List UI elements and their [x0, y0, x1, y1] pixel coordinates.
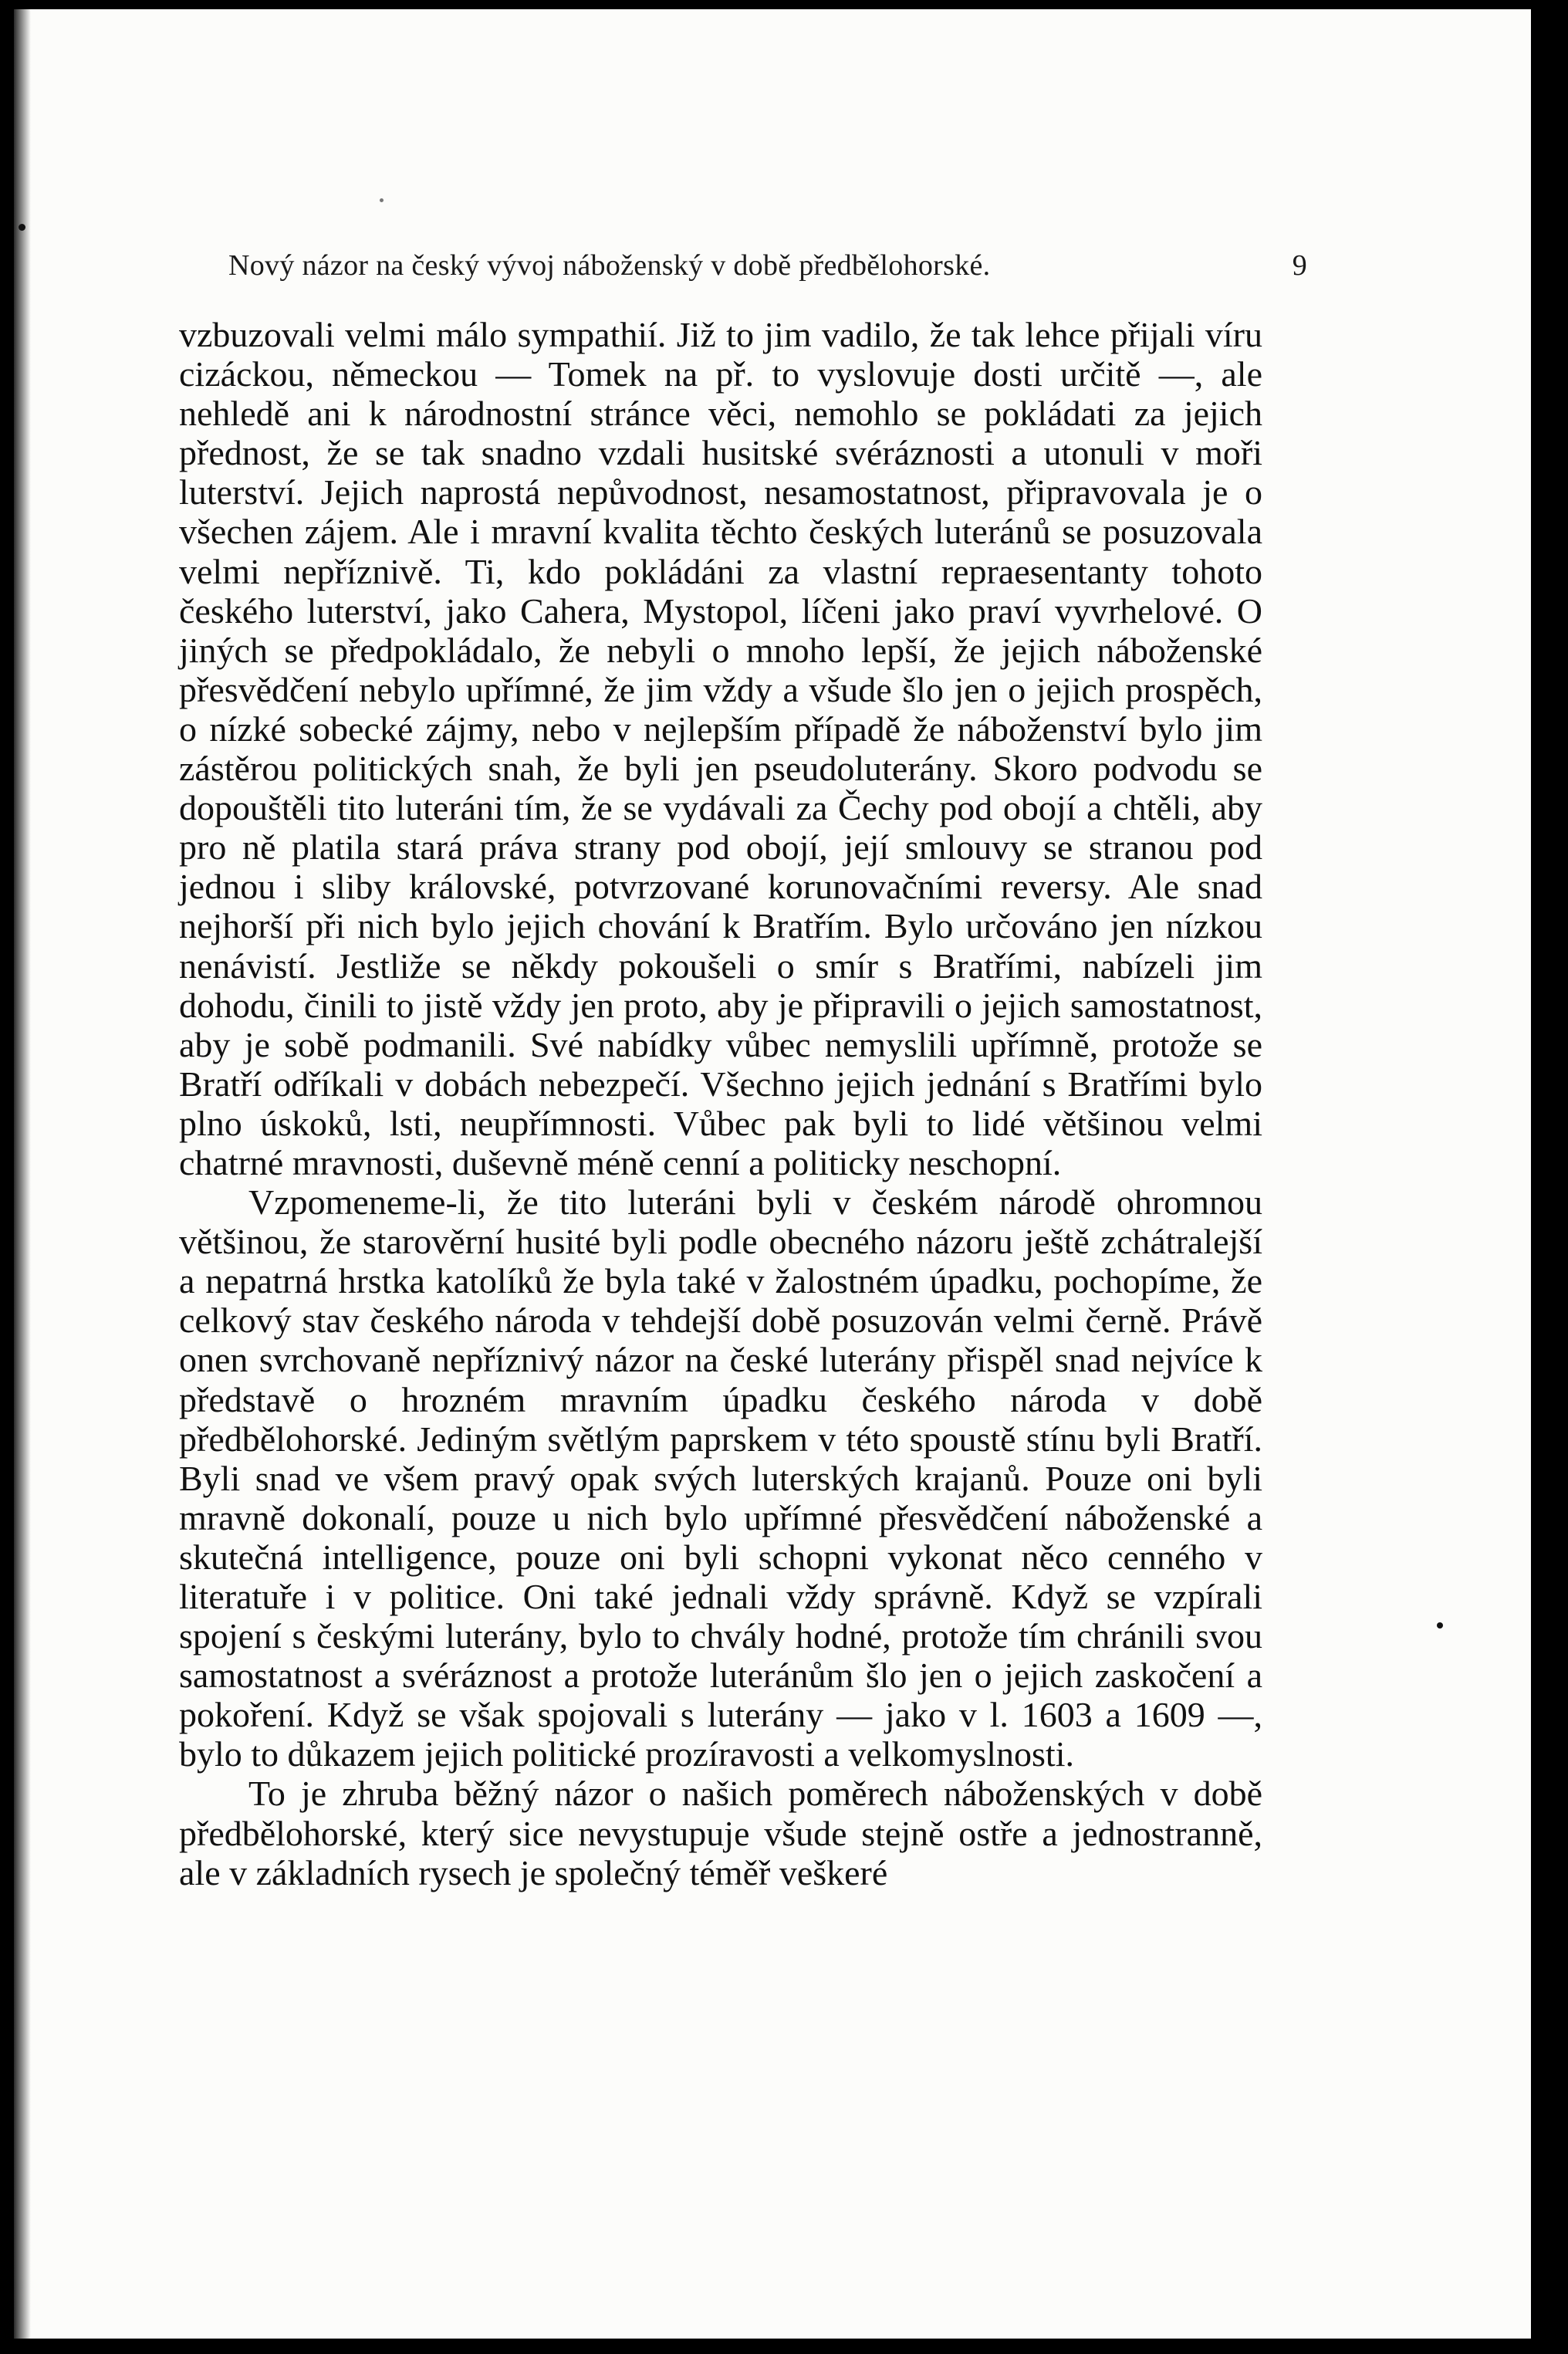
page-edge-shadow	[14, 9, 31, 2339]
scan-speck	[19, 224, 25, 231]
page-number: 9	[1292, 249, 1307, 282]
running-head-title: Nový názor na český vývoj náboženský v době předbělohorské.	[228, 249, 991, 282]
paragraph-3: To je zhruba běžný názor o našich poměrech náboženských v době předbělohorské, který sice nevystupuje všude stejně ostře a jednostranně, ale v základních rysech je společný téměř veškeré	[179, 1774, 1262, 1892]
paragraph-2: Vzpomeneme-li, že tito luteráni byli v českém národě ohromnou většinou, že starověrní husité byli podle obecného názoru ještě zchátralejší a nepatrná hrstka katolíků že byla také v žalostném úpadku, pochopíme, že celkový stav českého národa v tehdejší době posuzován velmi černě. Právě onen svrchovaně nepříznivý názor na české luterány přispěl snad nejvíce k představě o hrozném mravním úpadku českého národa v době předbělohorské. Jediným světlým paprskem v této spoustě stínu byli Bratří. Byli snad ve všem pravý opak svých luterských krajanů. Pouze oni byli mravně dokonalí, pouze u nich bylo upřímné přesvědčení náboženské a skutečná intelligence, pouze oni byli schopni vykonat něco cenného v literatuře i v politice. Oni také jednali vždy správně. Když se vzpírali spojení s českými luterány, bylo to chvály hodné, protože tím chránili svou samostatnost a svéráznost a protože luteránům šlo jen o jejich zaskočení a pokoření. Když se však spojovali s luterány — jako v l. 1603 a 1609 —, bylo to důkazem jejich politické prozíravosti a velkomyslnosti.	[179, 1182, 1262, 1774]
paragraph-1: vzbuzovali velmi málo sympathií. Již to jim vadilo, že tak lehce přijali víru cizáckou, německou — Tomek na př. to vyslovuje dosti určitě —, ale nehledě ani k národnostní stránce věci, nemohlo se pokládati za jejich přednost, že se tak snadno vzdali husitské svéráznosti a utonuli v moři luterství. Jejich naprostá nepůvodnost, nesamostatnost, připravovala je o všechen zájem. Ale i mravní kvalita těchto českých luteránů se posuzovala velmi nepříznivě. Ti, kdo pokládáni za vlastní repraesentanty tohoto českého luterství, jako Cahera, Mystopol, líčeni jako praví vyvrhelové. O jiných se předpokládalo, že nebyli o mnoho lepší, že jejich náboženské přesvědčení nebylo upřímné, že jim vždy a všude šlo jen o jejich prospěch, o nízké sobecké zájmy, nebo v nejlepším případě že náboženství bylo jim zástěrou politických snah, že byli jen pseudoluterány. Skoro podvodu se dopouštěli tito luteráni tím, že se vydávali za Čechy pod obojí a chtěli, aby pro ně platila stará práva strany pod obojí, její smlouvy se stranou pod jednou i sliby královské, potvrzované korunovačními reversy. Ale snad nejhorší při nich bylo jejich chování k Bratřím. Bylo určováno jen nízkou nenávistí. Jestliže se někdy pokoušeli o smír s Bratřími, nabízeli jim dohodu, činili to jistě vždy jen proto, aby je připravili o jejich samostatnost, aby je sobě podmanili. Své nabídky vůbec nemyslili upřímně, protože se Bratří odříkali v dobách nebezpečí. Všechno jejich jednání s Bratřími bylo plno úskoků, lsti, neupřímnosti. Vůbec pak byli to lidé většinou velmi chatrné mravnosti, duševně méně cenní a politicky neschopní.	[179, 315, 1262, 1182]
running-head	[228, 249, 1307, 295]
body-text	[179, 315, 1262, 1892]
scan-speck	[380, 198, 384, 202]
scan-speck	[1437, 1622, 1443, 1629]
